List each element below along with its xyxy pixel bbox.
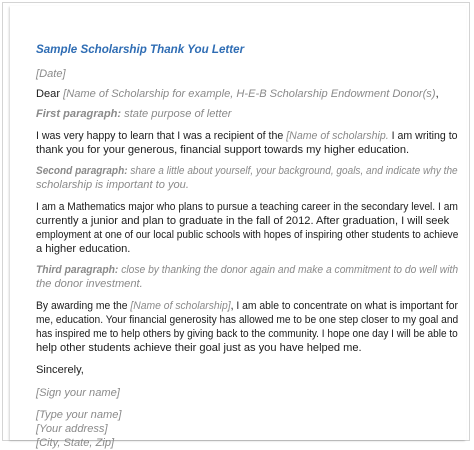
third-hint-line-2: the donor investment. bbox=[36, 278, 143, 290]
paragraph-3-line-3: has inspired me to help others by giving back to the community. I hope one day I will be able to bbox=[36, 328, 458, 340]
third-paragraph-hint bbox=[36, 263, 458, 277]
signature-placeholder: [Sign your name] bbox=[36, 387, 120, 399]
third-hint-text: close by thanking the donor again and make a commitment to do well with bbox=[118, 264, 459, 276]
paragraph-2-line-3: employment at one of our local public schools with hopes of inspiring other students to achieve bbox=[36, 229, 459, 241]
typed-name-placeholder: [Type your name] bbox=[36, 409, 122, 421]
first-hint-label: First paragraph: bbox=[36, 108, 122, 120]
paragraph-3-line-2: me, education. Your financial generosity has allowed me to be one step closer to my goal and bbox=[36, 314, 459, 326]
second-paragraph-hint bbox=[36, 164, 458, 178]
letter-page bbox=[10, 6, 466, 449]
first-hint-text: state purpose of letter bbox=[121, 108, 232, 120]
para3-text-a: By awarding me the bbox=[36, 300, 131, 312]
second-hint-text: share a little about yourself, your background, goals, and indicate why the bbox=[127, 165, 458, 177]
salutation-prefix: Dear bbox=[36, 88, 64, 100]
city-state-zip-placeholder: [City, State, Zip] bbox=[36, 437, 115, 449]
para3-text-b: , I am able to concentrate on what is important for bbox=[230, 300, 459, 312]
para1-text-b: I am writing to bbox=[388, 130, 458, 142]
paragraph-3-line-4: help other students achieve their goal just as you have helped me. bbox=[36, 342, 362, 354]
para3-scholarship-placeholder: [Name of scholarship] bbox=[130, 300, 231, 312]
second-hint-line-2: scholarship is important to you. bbox=[36, 179, 189, 191]
paragraph-2-line-1: I am a Mathematics major who plans to pursue a teaching career in the secondary level. I am bbox=[36, 201, 458, 213]
address-placeholder: [Your address] bbox=[36, 423, 108, 435]
paragraph-2-line-2: currently a junior and plan to graduate in the fall of 2012. After graduation, I will seek bbox=[36, 215, 450, 227]
paragraph-2-line-4: a higher education. bbox=[36, 243, 131, 255]
third-hint-label: Third paragraph: bbox=[36, 264, 119, 276]
salutation-placeholder: [Name of Scholarship for example, H-E-B Scholarship Endowment Donor(s) bbox=[63, 88, 436, 100]
first-paragraph-hint bbox=[36, 107, 231, 121]
paragraph-1-line-2: thank you for your generous, financial support towards my higher education. bbox=[36, 144, 410, 156]
closing: Sincerely, bbox=[36, 364, 84, 376]
paragraph-1-line-1 bbox=[36, 129, 458, 143]
date-placeholder: [Date] bbox=[36, 68, 66, 80]
second-hint-label: Second paragraph: bbox=[36, 165, 128, 177]
para1-scholarship-placeholder: [Name of scholarship. bbox=[286, 130, 389, 142]
salutation-suffix: , bbox=[435, 88, 439, 100]
salutation bbox=[36, 87, 439, 101]
letter-title: Sample Scholarship Thank You Letter bbox=[36, 43, 245, 56]
para1-text-a: I was very happy to learn that I was a recipient of the bbox=[36, 130, 287, 142]
paragraph-3-line-1 bbox=[36, 299, 458, 313]
